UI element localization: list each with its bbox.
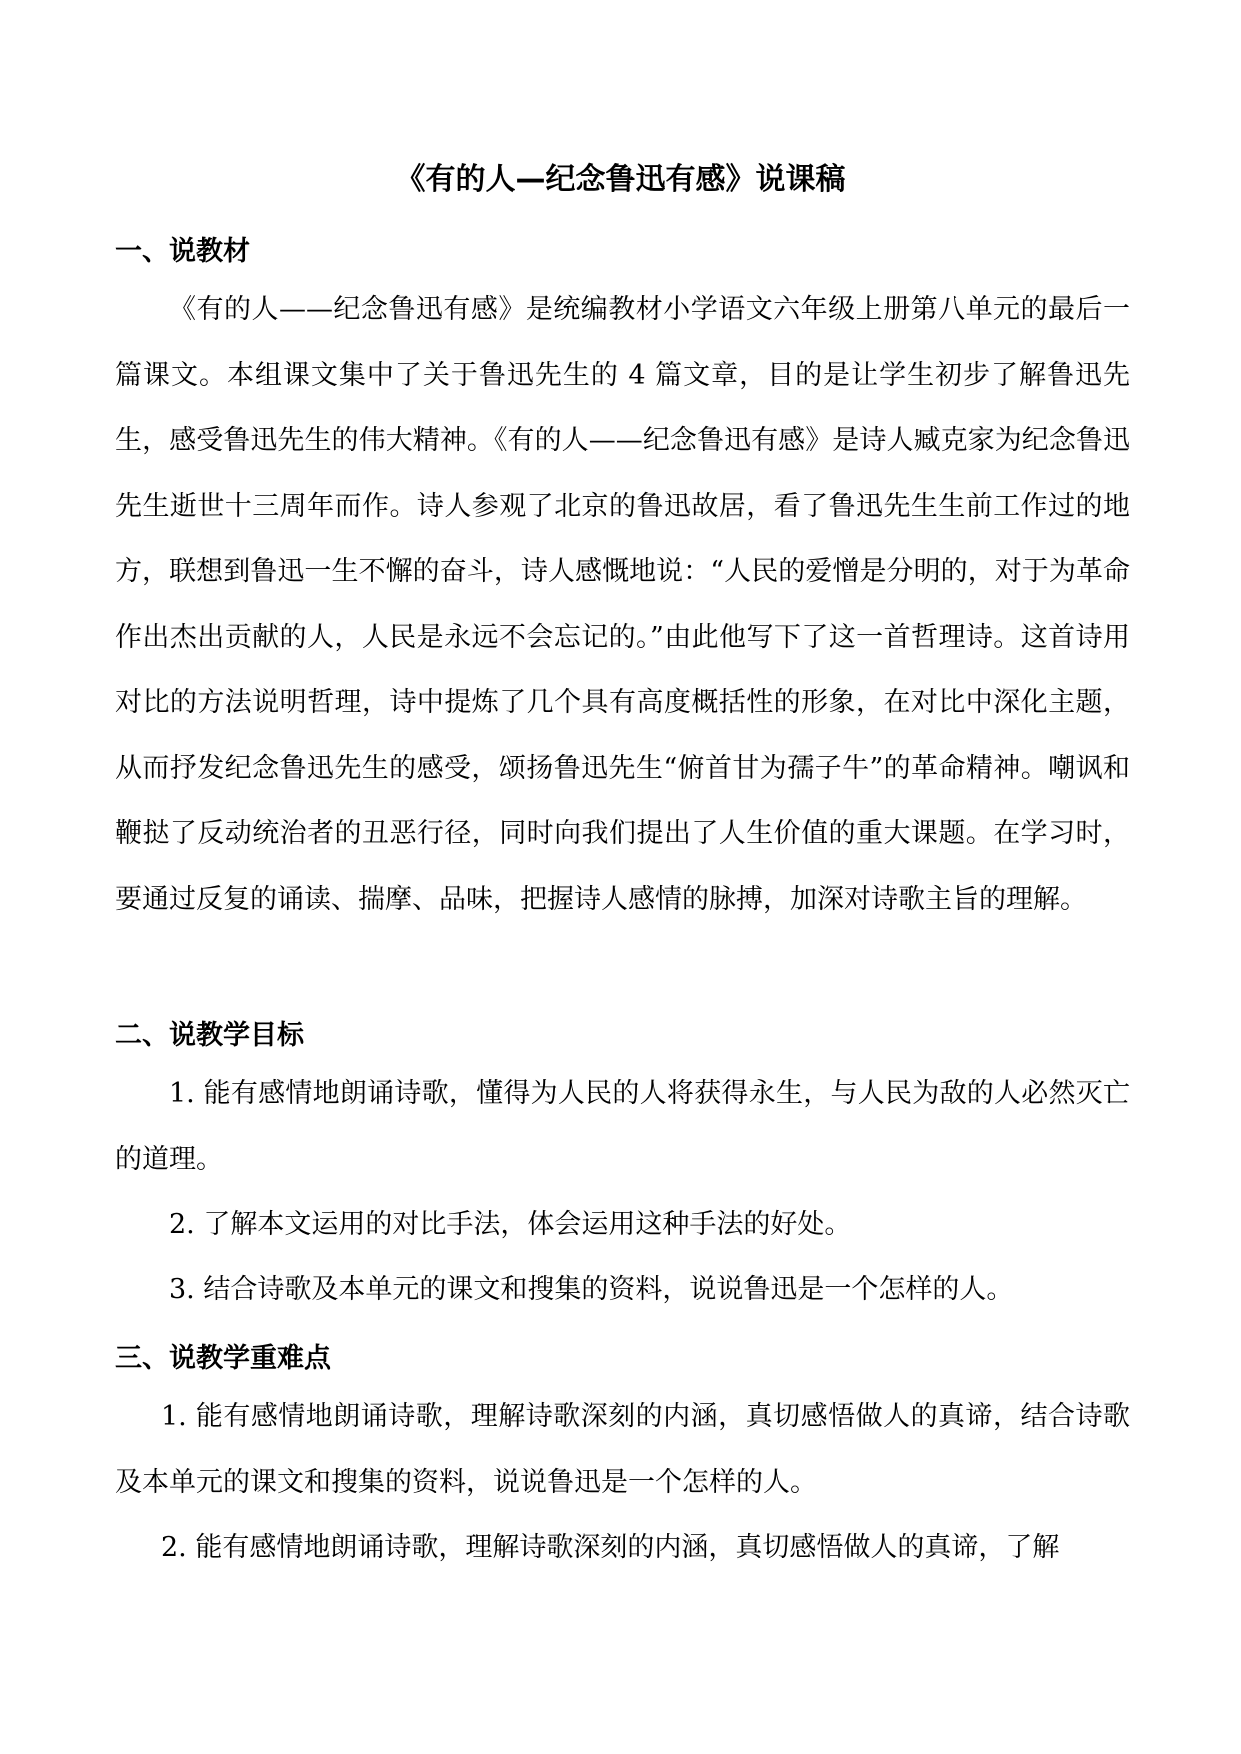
- section-heading-objectives: 二、说教学目标: [115, 1020, 304, 1051]
- section-heading-key-points: 三、说教学重难点: [115, 1343, 331, 1374]
- objective-item-2: 2. 了解本文运用的对比手法，体会运用这种手法的好处。: [169, 1209, 852, 1240]
- page-title: 《有的人—纪念鲁迅有感》说课稿: [395, 162, 846, 197]
- objective-item-3: 3. 结合诗歌及本单元的课文和搜集的资料，说说鲁迅是一个怎样的人。: [169, 1274, 1014, 1305]
- key-point-item-2: 2. 能有感情地朗诵诗歌，理解诗歌深刻的内涵，真切感悟做人的真谛，了解: [161, 1532, 1060, 1563]
- section-paragraph-textbook: 《有的人——纪念鲁迅有感》是统编教材小学语文六年级上册第八单元的最后一篇课文。本组课文集中了关于鲁迅先生的 4 篇文章，目的是让学生初步了解鲁迅先生，感受鲁迅先生的伟大精神。《有的人——纪念鲁迅有感》是诗人臧克家为纪念鲁迅先生逝世十三周年而作。诗人参观了北京的鲁迅故居，看了鲁迅先生生前工作过的地方，联想到鲁迅一生不懈的奋斗，诗人感慨地说：“人民的爱憎是分明的，对于为革命作出杰出贡献的人，人民是永远不会忘记的。”由此他写下了这一首哲理诗。这首诗用对比的方法说明哲理，诗中提炼了几个具有高度概括性的形象，在对比中深化主题，从而抒发纪念鲁迅先生的感受，颂扬鲁迅先生“俯首甘为孺子牛”的革命精神。嘲讽和鞭挞了反动统治者的丑恶行径，同时向我们提出了人生价值的重大课题。在学习时，要通过反复的诵读、揣摩、品味，把握诗人感情的脉搏，加深对诗歌主旨的理解。: [115, 294, 1130, 915]
- objective-item-1: 1. 能有感情地朗诵诗歌，懂得为人民的人将获得永生，与人民为敌的人必然灭亡的道理。: [115, 1078, 1130, 1175]
- section-heading-textbook: 一、说教材: [115, 236, 250, 267]
- key-point-item-1: 1. 能有感情地朗诵诗歌，理解诗歌深刻的内涵，真切感悟做人的真谛，结合诗歌及本单元的课文和搜集的资料，说说鲁迅是一个怎样的人。: [115, 1401, 1130, 1498]
